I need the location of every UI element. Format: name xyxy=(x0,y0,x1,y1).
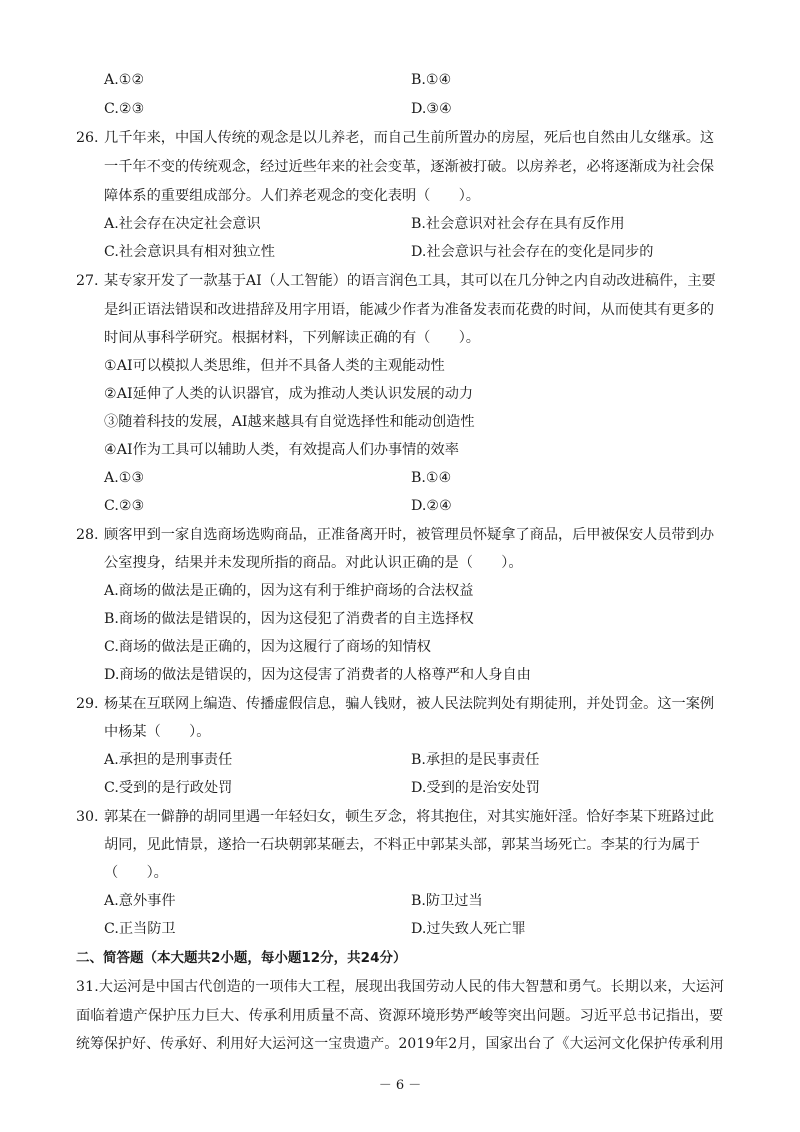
q26-number: 26. xyxy=(76,130,99,146)
q30-option-c: C.正当防卫 xyxy=(104,921,176,937)
q27-statement-3: ③随着科技的发展，AI越来越具有自觉选择性和能动创造性 xyxy=(104,414,475,430)
q30-option-d: D.过失致人死亡罪 xyxy=(411,921,526,937)
q28-option-d: D.商场的做法是错误的，因为这侵害了消费者的人格尊严和人身自由 xyxy=(104,667,531,683)
q30-stem-line-3: （ ）。 xyxy=(104,865,168,881)
q30-stem-line-2: 胡同，见此情景，遂拾一石块朝郭某砸去，不料正中郭某头部，郭某当场死亡。李某的行为属于 xyxy=(104,837,700,853)
q25-option-c: C.②③ xyxy=(104,101,145,117)
q29-option-d: D.受到的是治安处罚 xyxy=(411,780,540,796)
q28-option-b: B.商场的做法是错误的，因为这侵犯了消费者的自主选择权 xyxy=(104,611,474,627)
section-heading-short-answer: 二、简答题（本大题共2小题，每小题12分，共24分） xyxy=(76,950,407,966)
q26-options-row-2 xyxy=(104,242,724,262)
q29-stem-line-1: 杨某在互联网上编造、传播虚假信息，骗人钱财，被人民法院判处有期徒刑，并处罚金。这一案例 xyxy=(104,696,715,712)
q25-option-d: D.③④ xyxy=(411,101,452,117)
q30-number: 30. xyxy=(76,809,99,825)
q27-statement-4: ④AI作为工具可以辅助人类，有效提高人们办事情的效率 xyxy=(104,442,459,458)
q30-option-a: A.意外事件 xyxy=(104,893,176,909)
q29-option-a: A.承担的是刑事责任 xyxy=(104,752,233,768)
q26-options-row-1 xyxy=(104,214,724,234)
q30-options-row-1 xyxy=(104,891,724,911)
q31-stem-line-1: 31.大运河是中国古代创造的一项伟大工程，展现出我国劳动人民的伟大智慧和勇气。长期以来，大运河 xyxy=(76,979,725,995)
q26-option-b: B.社会意识对社会存在具有反作用 xyxy=(411,216,625,232)
q27-stem-line-3: 时间从事科学研究。根据材料，下列解读正确的有（ ）。 xyxy=(104,330,480,346)
q27-option-d: D.②④ xyxy=(411,498,452,514)
q27-number: 27. xyxy=(76,273,99,289)
q27-option-a: A.①③ xyxy=(104,470,145,486)
q25-option-b: B.①④ xyxy=(411,72,452,88)
q29-stem-line-2: 中杨某（ ）。 xyxy=(104,724,211,740)
q26-option-d: D.社会意识与社会存在的变化是同步的 xyxy=(411,244,654,260)
q26-option-a: A.社会存在决定社会意识 xyxy=(104,216,261,232)
q25-options-row-1 xyxy=(104,70,724,90)
q25-options-row-2 xyxy=(104,99,724,119)
q29-option-b: B.承担的是民事责任 xyxy=(411,752,540,768)
q27-option-c: C.②③ xyxy=(104,498,145,514)
q27-stem-line-2: 是纠正语法错误和改进措辞及用字用语，能减少作者为准备发表而花费的时间，从而使其有更多的 xyxy=(104,302,715,318)
q26-stem-line-2: 一千年不变的传统观念，经过近些年来的社会变革，逐渐被打破。以房养老，必将逐渐成为社会保 xyxy=(104,159,715,175)
q29-options-row-2 xyxy=(104,778,724,798)
q26-stem-line-1: 几千年来，中国人传统的观念是以儿养老，而自己生前所置办的房屋，死后也自然由儿女继承。这 xyxy=(104,130,715,146)
q25-option-a: A.①② xyxy=(104,72,145,88)
q28-option-c: C.商场的做法是正确的，因为这履行了商场的知情权 xyxy=(104,639,431,655)
q27-statement-1: ①AI可以模拟人类思维，但并不具备人类的主观能动性 xyxy=(104,358,445,374)
q28-stem-line-2: 公室搜身，结果并未发现所指的商品。对此认识正确的是（ ）。 xyxy=(104,555,523,571)
q27-options-row-2 xyxy=(104,496,724,516)
page-number: － 6 － xyxy=(378,1078,422,1093)
q28-option-a: A.商场的做法是正确的，因为这有利于维护商场的合法权益 xyxy=(104,583,474,599)
q27-option-b: B.①④ xyxy=(411,470,452,486)
q26-stem-line-3: 障体系的重要组成部分。人们养老观念的变化表明（ ）。 xyxy=(104,188,480,204)
q29-number: 29. xyxy=(76,696,99,712)
q28-number: 28. xyxy=(76,527,99,543)
q30-stem-line-1: 郭某在一僻静的胡同里遇一年轻妇女，顿生歹念，将其抱住，对其实施奸淫。恰好李某下班路过此 xyxy=(104,809,715,825)
q29-options-row-1 xyxy=(104,750,724,770)
q31-stem-line-2: 面临着遗产保护压力巨大、传承利用质量不高、资源环境形势严峻等突出问题。习近平总书记指出，要 xyxy=(76,1008,724,1024)
q27-options-row-1 xyxy=(104,468,724,488)
q29-option-c: C.受到的是行政处罚 xyxy=(104,780,233,796)
q26-option-c: C.社会意识具有相对独立性 xyxy=(104,244,275,260)
q30-option-b: B.防卫过当 xyxy=(411,893,483,909)
q28-stem-line-1: 顾客甲到一家自选商场选购商品，正准备离开时，被管理员怀疑拿了商品，后甲被保安人员带到办 xyxy=(104,527,715,543)
q27-statement-2: ②AI延伸了人类的认识器官，成为推动人类认识发展的动力 xyxy=(104,386,474,402)
q30-options-row-2 xyxy=(104,919,724,939)
q27-stem-line-1: 某专家开发了一款基于AI（人工智能）的语言润色工具，其可以在几分钟之内自动改进稿件，主要 xyxy=(104,273,716,289)
q31-stem-line-3: 统筹保护好、传承好、利用好大运河这一宝贵遗产。2019年2月，国家出台了《大运河文化保护传承利用 xyxy=(76,1036,724,1052)
